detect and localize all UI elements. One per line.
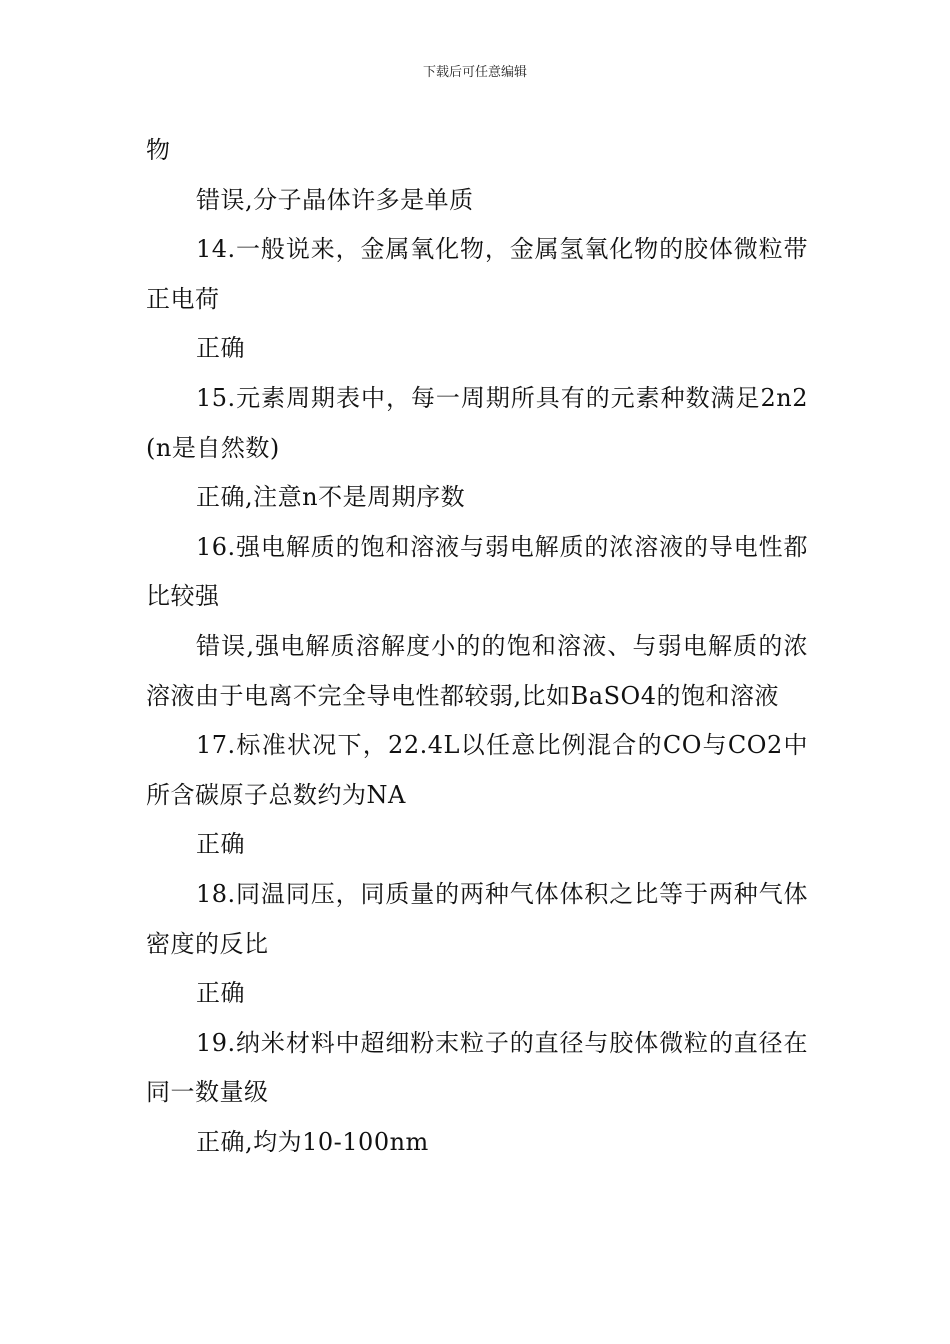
question-18: 18.同温同压，同质量的两种气体体积之比等于两种气体密度的反比 [146,879,808,958]
question-16: 16.强电解质的饱和溶液与弱电解质的浓溶液的导电性都比较强 [146,532,808,611]
answer-16: 错误,强电解质溶解度小的的饱和溶液、与弱电解质的浓溶液由于电离不完全导电性都较弱,比如BaSO4的饱和溶液 [146,631,808,710]
answer-17: 正确 [196,830,245,859]
answer-18: 正确 [196,979,245,1008]
answer-13: 错误,分子晶体许多是单质 [196,185,474,214]
answer-15: 正确,注意n不是周期序数 [196,483,466,512]
answer-14: 正确 [196,334,245,363]
page-header: 下载后可任意编辑 [422,65,527,80]
answer-19: 正确,均为10-100nm [196,1127,429,1156]
document-body [146,126,808,1167]
paragraph-continuation: 物 [146,136,171,164]
question-14: 14.一般说来，金属氧化物，金属氢氧化物的胶体微粒带正电荷 [146,235,808,313]
question-15: 15.元素周期表中，每一周期所具有的元素种数满足2n2(n是自然数) [146,383,808,462]
question-17: 17.标准状况下，22.4L以任意比例混合的CO与CO2中所含碳原子总数约为NA [146,731,808,809]
question-19: 19.纳米材料中超细粉末粒子的直径与胶体微粒的直径在同一数量级 [146,1028,808,1107]
